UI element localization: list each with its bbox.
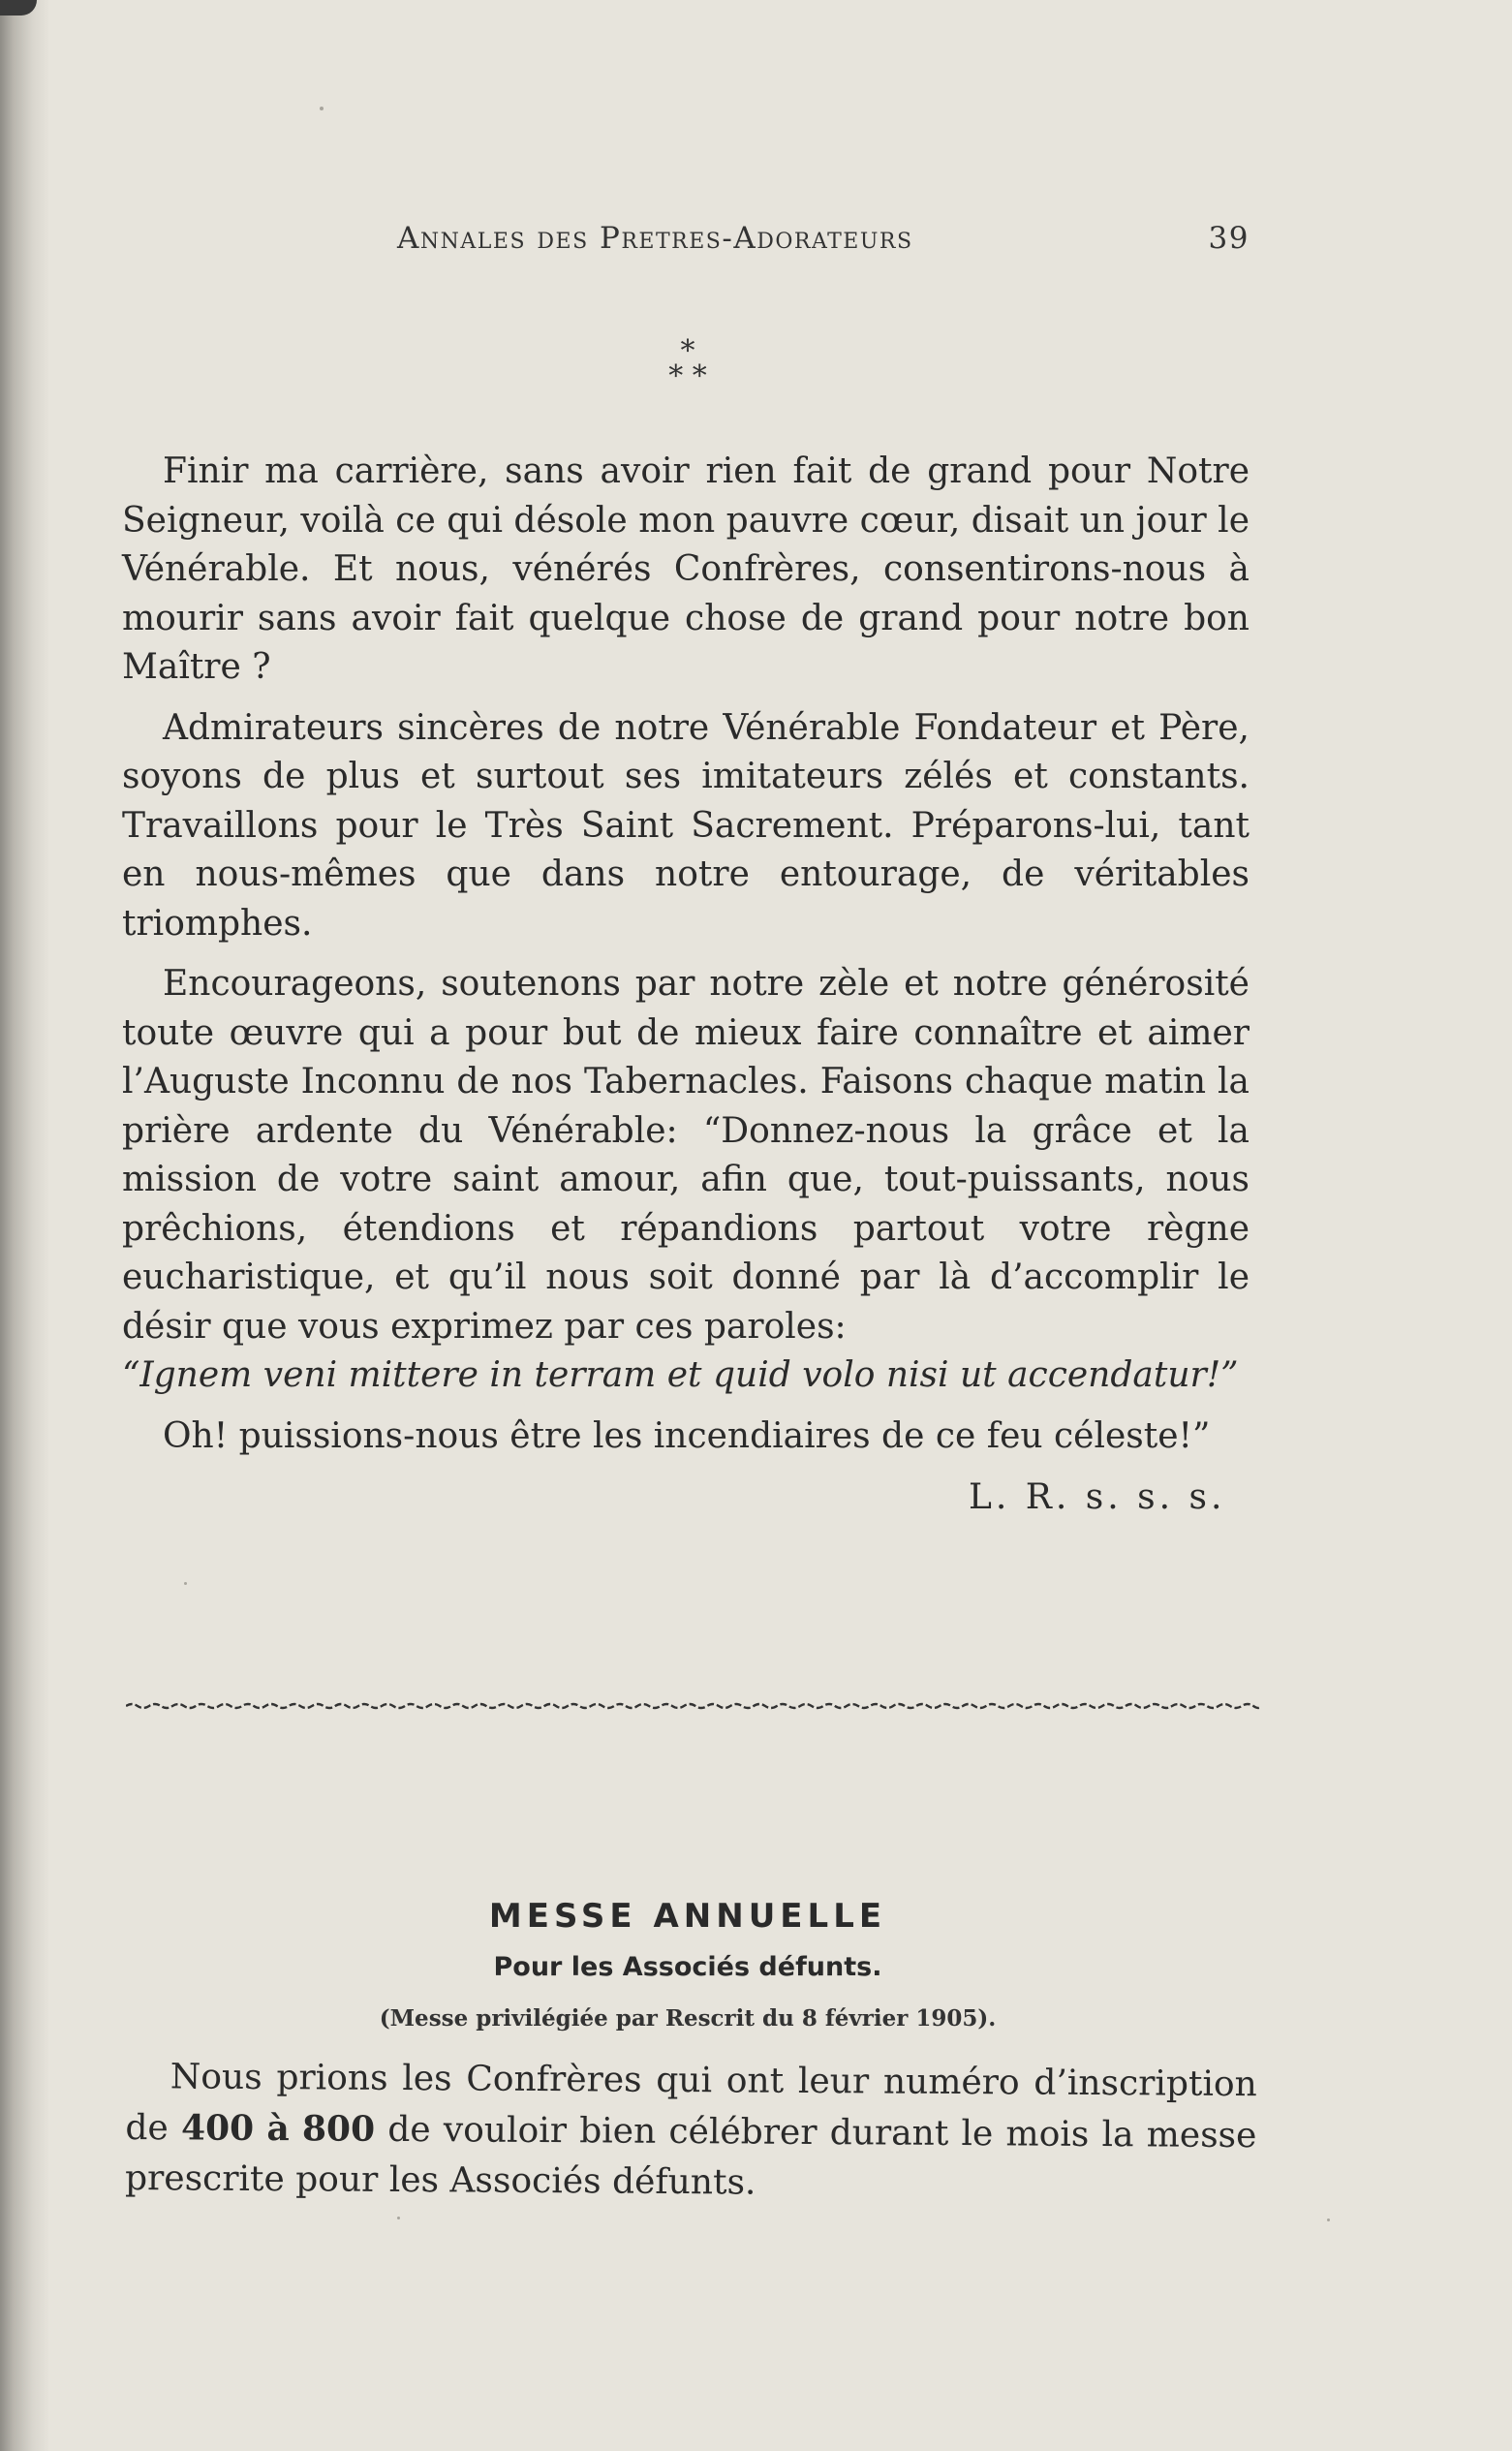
running-title: Annales des Pretres-Adorateurs [397, 221, 913, 256]
notice-start: Nous prions les Confrères qui ont leur numéro d’inscription de [125, 2057, 1257, 2149]
section-title: MESSE ANNUELLE [488, 1897, 887, 1936]
mass-notice [125, 2052, 1257, 2212]
article-paragraph-3 [122, 960, 1250, 1401]
section-subtitle: Pour les Associés défunts. [493, 1952, 882, 1982]
range-from: 400 [180, 2107, 255, 2149]
article-signature: L. R. s. s. s. [969, 1477, 1226, 1517]
paper-speck [397, 2217, 400, 2219]
section-note: (Messe privilégiée par Rescrit du 8 février 1905). [379, 2005, 997, 2032]
asterism-bottom: * * [668, 359, 707, 393]
article-paragraph-2: Admirateurs sincères de notre Vénérable Fondateur et Père, soyons de plus et surtout ses imitateurs zélés et constants. Travaillons pour le Très Saint Sacrement. Préparons-lui, tant en nous-mêmes que dans notre entourage, de véritables triomphes. [122, 707, 1250, 944]
range-to: 800 [301, 2108, 376, 2150]
paper-speck [1327, 2218, 1330, 2221]
latin-quote: “Ignem veni mittere in terram et quid volo nisi ut accendatur!” [122, 1355, 1239, 1395]
page-number: 39 [1208, 221, 1250, 256]
paper-speck [320, 107, 324, 110]
asterism-top: * [680, 334, 695, 368]
paper-speck [184, 1582, 187, 1585]
decorative-rule [126, 1701, 1261, 1711]
range-word: à [266, 2108, 290, 2150]
article-paragraph-1: Finir ma carrière, sans avoir rien fait de grand pour Notre Seigneur, voilà ce qui désole mon pauvre cœur, disait un jour le Vénérable. Et nous, vénérés Confrères, consentirons-nous à mourir sans avoir fait quelque chose de grand pour notre bon Maître ? [122, 451, 1250, 687]
article-body [122, 448, 1250, 1473]
notice-end: de vouloir bien célébrer durant le mois la messe prescrite pour les Associés défunts. [124, 2109, 1257, 2203]
running-head [397, 221, 1250, 256]
asterism-separator [0, 334, 1375, 393]
article-paragraph-3-text: Encourageons, soutenons par notre zèle et notre générosité toute œuvre qui a pour but de mieux faire connaître et aimer l’Auguste Inconnu de nos Tabernacles. Faisons chaque matin la prière ardente du Vénérable: “Donnez-nous la grâce et la mission de votre saint amour, afin que, tout-puissants, nous prêchions, étendions et répandions partout votre règne eucharistique, et qu’il nous soit donné par là d’accomplir le désir que vous exprimez par ces paroles: [122, 964, 1250, 1347]
mass-notice-paragraph [125, 2052, 1257, 2212]
article-paragraph-4: Oh! puissions-nous être les incendiaires de ce feu céleste!” [163, 1415, 1211, 1456]
